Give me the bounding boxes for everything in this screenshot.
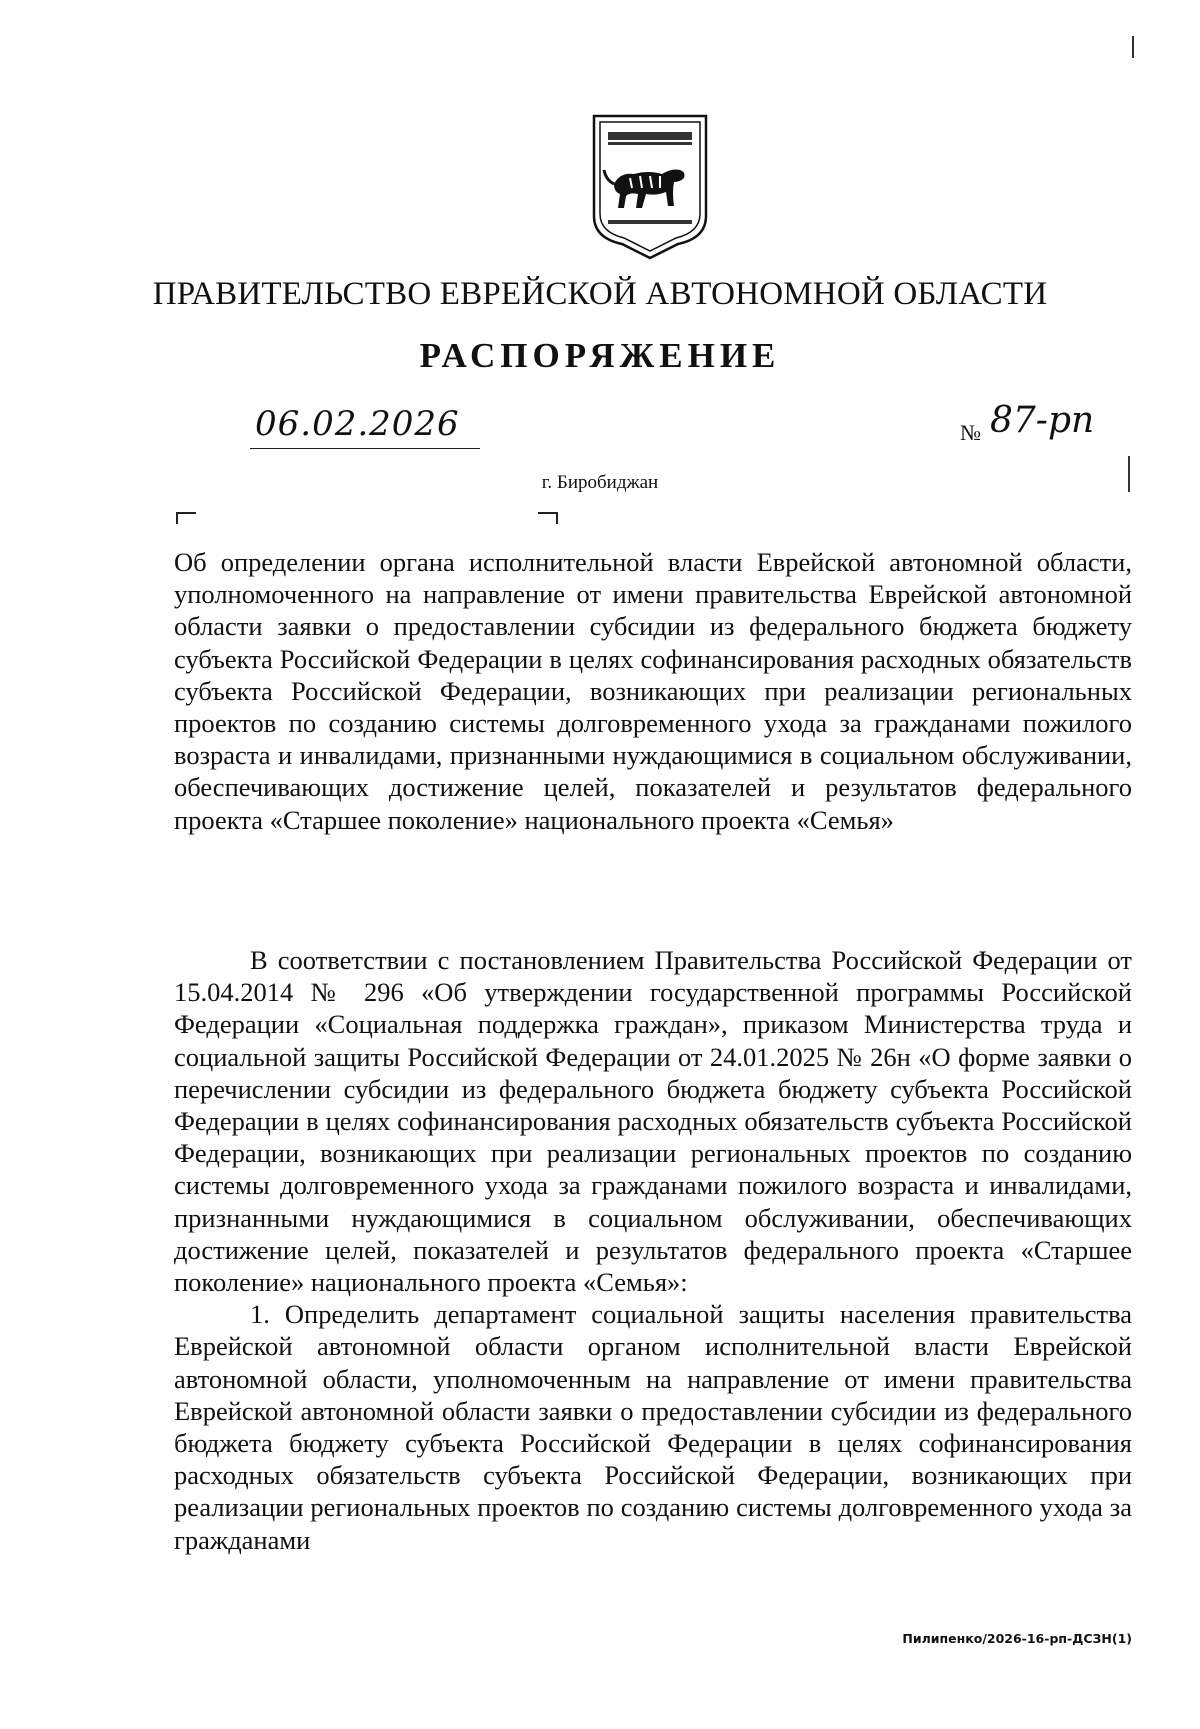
scan-mark bbox=[1132, 36, 1134, 58]
preamble-paragraph: В соответствии с постановлением Правительства Российской Федерации от 15.04.2014 № 296 «Об утверждении государственной программы Российской Федерации «Социальная поддержка граждан», приказом Министерства труда и социальной защиты Российской Федерации от 24.01.2025 № 26н «О форме заявки о перечислении субсидии из федерального бюджета бюджету субъекта Российской Федерации в целях софинансирования расходных обязательств субъекта Российской Федерации, возникающих при реализации региональных проектов по созданию системы долговременного ухода за гражданами пожилого возраста и инвалидами, признанными нуждающимися в социальном обслуживании, обеспечивающих достижение целей, показателей и результатов федерального проекта «Старшее поколение» национального проекта «Семья»: bbox=[174, 945, 1132, 1298]
document-body bbox=[174, 944, 1132, 1556]
footer-reference: Пилипенко/2026-16-рп-ДСЗН(1) bbox=[902, 1631, 1132, 1646]
document-date: 06.02.2026 bbox=[255, 404, 460, 444]
number-label: № bbox=[960, 420, 981, 445]
document-number: 87-рп bbox=[990, 400, 1095, 441]
subject-bracket-right bbox=[538, 512, 558, 524]
document-subject: Об определении органа исполнительной власти Еврейской автономной области, уполномоченного на направление от имени правительства Еврейской автономной области заявки о предоставлении субсидии из федерального бюджета бюджету субъекта Российской Федерации в целях софинансирования расходных обязательств субъекта Российской Федерации, возникающих при реализации региональных проектов по созданию системы долговременного ухода за гражданами пожилого возраста и инвалидами, признанными нуждающимися в социальном обслуживании, обеспечивающих достижение целей, показателей и результатов федерального проекта «Старшее поколение» национального проекта «Семья» bbox=[174, 547, 1132, 835]
date-underline bbox=[250, 448, 480, 449]
organization-title: ПРАВИТЕЛЬСТВО ЕВРЕЙСКОЙ АВТОНОМНОЙ ОБЛАСТИ bbox=[152, 276, 1048, 312]
city-label: г. Биробиджан bbox=[541, 472, 659, 493]
scan-mark bbox=[1128, 456, 1130, 492]
document-type-title: РАСПОРЯЖЕНИЕ bbox=[419, 336, 781, 375]
coat-of-arms-icon bbox=[590, 112, 710, 262]
item-1-paragraph: 1. Определить департамент социальной защиты населения правительства Еврейской автономной области органом исполнительной власти Еврейской автономной области, уполномоченным на направление от имени правительства Еврейской автономной области заявки о предоставлении субсидии из федерального бюджета бюджету субъекта Российской Федерации в целях софинансирования расходных обязательств субъекта Российской Федерации, возникающих при реализации региональных проектов по созданию системы долговременного ухода за гражданами bbox=[174, 1299, 1132, 1555]
subject-bracket-left bbox=[176, 512, 196, 524]
